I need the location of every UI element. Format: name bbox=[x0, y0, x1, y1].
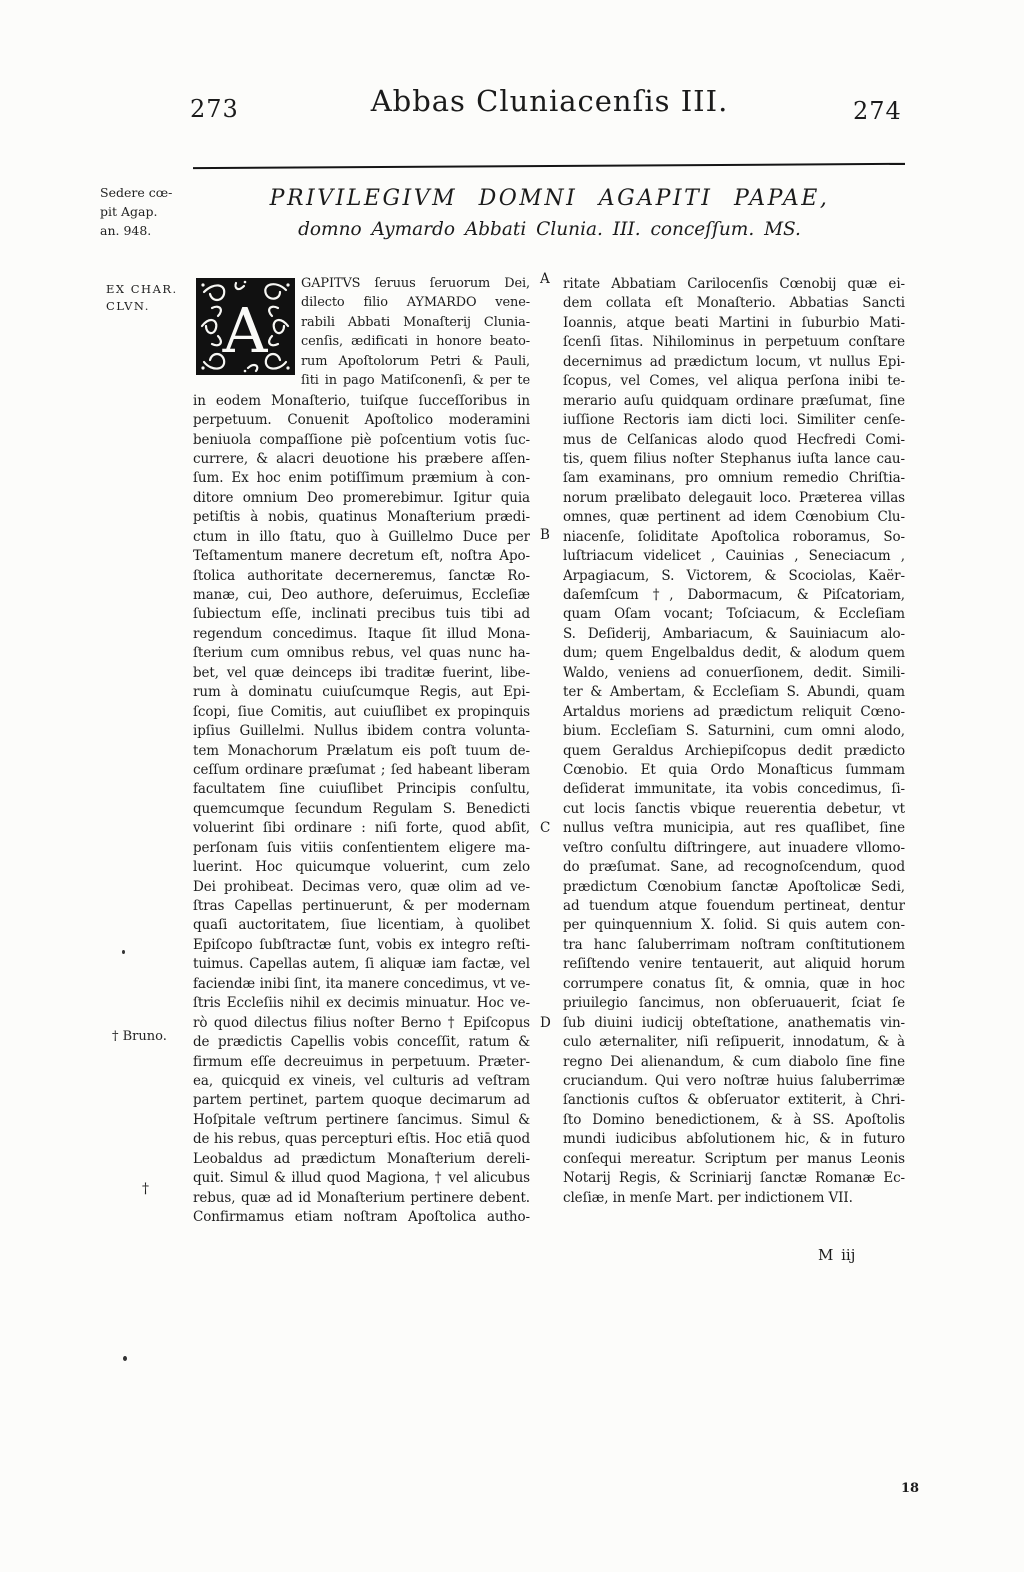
text-line: ipſius Guillelmi. Nullus ibidem contra volunta- bbox=[193, 723, 530, 740]
text-line: ctum in illo ſtatu, quo à Guillelmo Duce per bbox=[193, 528, 530, 545]
scan-speck bbox=[122, 950, 125, 954]
text-line: tis, quem filius noſter Stephanus iuſta lance cau- bbox=[563, 450, 905, 467]
text-line: dum; quem Engelbaldus dedit, & alodum quem bbox=[563, 645, 905, 662]
text-line: EX CHAR. bbox=[106, 282, 178, 296]
document-title: PRIVILEGIVM DOMNI AGAPITI PAPAE, bbox=[269, 186, 830, 211]
text-line: Waldo, veniens ad conuerſionem, dedit. Simili- bbox=[563, 664, 905, 681]
text-line: ſterium cum omnibus rebus, vel quas nunc ha- bbox=[193, 645, 530, 662]
margin-note-sedere bbox=[100, 183, 180, 240]
text-line: Epiſcopo ſubſtractæ ſunt, vobis ex integro reſti- bbox=[193, 936, 530, 953]
text-line: luerint. Hoc quicumque voluerint, cum zelo bbox=[193, 859, 530, 876]
text-line: culo æternaliter, niſi reſipuerit, innodatum, & à bbox=[563, 1034, 905, 1051]
text-line: voluerint ſibi ordinare : niſi forte, quod abſit, bbox=[193, 820, 530, 837]
text-line: Sedere cœ- bbox=[100, 185, 173, 200]
text-line: beniuola compaſſione piè poſcentium votis ſuc- bbox=[193, 431, 530, 448]
text-line: iuſſione Rectoris iam dicti loci. Similiter cenſe- bbox=[563, 412, 905, 429]
text-line: S. Deſiderij, Ambariacum, & Sauiniacum alo- bbox=[563, 625, 905, 642]
text-line: Artaldus moriens ad prædictum reliquit Cœno- bbox=[563, 703, 905, 720]
text-line: perſonam ſuis vitiis conſentientem eligere ma- bbox=[193, 839, 530, 856]
text-line: corrumpere conatus ſit, & omnia, quæ in hoc bbox=[563, 975, 905, 992]
text-line: cleſiæ, in menſe Mart. per indictionem VII. bbox=[563, 1189, 853, 1206]
text-line: quem Geraldus Archiepiſcopus dedit prædicto bbox=[563, 742, 905, 759]
section-marker-c: C bbox=[540, 820, 551, 836]
text-line: deſiderat immunitate, ita vobis concedimus, ſi- bbox=[563, 781, 905, 798]
text-line: cruciandum. Qui vero noſtræ huius ſaluberrimæ bbox=[563, 1072, 905, 1089]
scan-speck bbox=[123, 1356, 127, 1361]
text-line: Leobaldus ad prædictum Monaſterium dereli- bbox=[193, 1150, 530, 1167]
text-line: currere, & alacri deuotione his præbere aſſen- bbox=[193, 450, 530, 467]
text-line: tra hanc ſaluberrimam noſtram conſtitutionem bbox=[563, 936, 905, 953]
text-line: perpetuum. Conuenit Apoſtolico moderamini bbox=[193, 412, 530, 429]
text-line: regno Dei alienandum, & cum diabolo ſine fine bbox=[563, 1053, 905, 1070]
text-column-right bbox=[563, 276, 905, 1209]
text-line: ſcenſi ſitas. Nihilominus in perpetuum conſtare bbox=[563, 334, 905, 351]
text-line: ſtolica authoritate decerneremus, ſanctæ Ro- bbox=[193, 567, 530, 584]
text-line: reſiſtendo venire tentauerit, aut aliquid horum bbox=[563, 956, 905, 973]
opening-paragraph bbox=[193, 276, 530, 393]
text-line: an. 948. bbox=[100, 223, 152, 238]
text-line: prædictum Cœnobium ſanctæ Apoſtolicæ Sedi, bbox=[563, 878, 905, 895]
text-line: dem collata eſt Monaſterio. Abbatias Sancti bbox=[563, 295, 905, 312]
margin-note-source bbox=[106, 281, 186, 315]
margin-note-bruno: † Bruno. bbox=[112, 1029, 167, 1044]
text-line: partem pertinet, partem quoque decimarum ad bbox=[193, 1092, 530, 1109]
text-line: tem Monachorum Prælatum eis poſt tuum de- bbox=[193, 742, 530, 759]
text-line: ſcopus, vel Comes, vel aliqua perſona inibi te- bbox=[563, 373, 905, 390]
text-line: de prædictis Capellis vobis conceſſit, ratum & bbox=[193, 1034, 530, 1051]
text-line: ceſſum ordinare præſumat ; ſed habeant liberam bbox=[193, 761, 530, 778]
text-line: ritate Abbatiam Carilocenſis Cœnobij quæ ei- bbox=[563, 276, 905, 292]
text-line: quit. Simul & illud quod Magiona, † vel alicubus bbox=[193, 1170, 530, 1187]
margin-note-dagger: † bbox=[142, 1181, 149, 1197]
text-line: merario auſu quidquam ordinare præſumat, ſine bbox=[563, 392, 905, 409]
text-line: ſam examinans, pro omnium remedio Chriſtia- bbox=[563, 470, 905, 487]
text-line: luſtriacum videlicet , Cauinias , Seneciacum , bbox=[563, 548, 905, 565]
text-line: Arpagiacum, S. Victorem, & Scociolas, Kaër- bbox=[563, 567, 905, 584]
text-line: firmum eſſe decreuimus in perpetuum. Præter- bbox=[193, 1053, 530, 1070]
document-subtitle: domno Aymardo Abbati Clunia. III. conceſſum. MS. bbox=[298, 219, 801, 240]
text-line: ſum. Ex hoc enim potiſſimum præmium à con- bbox=[193, 470, 530, 487]
text-line: ſub diuini iudicij obteſtatione, anathematis vin- bbox=[563, 1014, 905, 1031]
text-line: Hoſpitale veſtrum pertinere ſancimus. Simul & bbox=[193, 1111, 530, 1128]
text-line: Cœnobio. Et quia Ordo Monaſticus ſummam bbox=[563, 761, 905, 778]
text-line: quam Oſam vocant; Toſciacum, & Eccleſiam bbox=[563, 606, 905, 623]
text-line: niacenſe, ſoliditate Apoſtolica roboramus, So- bbox=[563, 528, 905, 545]
text-line: ſiti in pago Matiſconenſi, & per te bbox=[301, 373, 530, 389]
page-number-left: 273 bbox=[190, 95, 239, 123]
text-line: CLVN. bbox=[106, 299, 150, 313]
text-line: ſanctionis cuſtos & obſeruator extiterit, à Chri- bbox=[563, 1092, 905, 1109]
quire-signature: M iij bbox=[818, 1246, 856, 1264]
text-line: Notarij Regis, & Scriniarij ſanctæ Romanæ Ec- bbox=[563, 1170, 905, 1187]
text-line: manæ, cui, Deo authore, deſeruimus, Eccleſiæ bbox=[193, 587, 530, 603]
text-line: bium. Eccleſiam S. Saturnini, cum omni alodo, bbox=[563, 723, 905, 740]
text-line: priuilegio ſancimus, non obſeruauerit, ſciat ſe bbox=[563, 995, 905, 1012]
text-line: petiſtis à nobis, quatinus Monaſterium prædi- bbox=[193, 509, 530, 526]
text-line: rabili Abbati Monaſterij Clunia- bbox=[301, 314, 530, 330]
decorated-initial bbox=[196, 278, 295, 375]
text-line: mundi iudicibus abſolutionem hic, & in futuro bbox=[563, 1131, 905, 1148]
text-line: pit Agap. bbox=[100, 204, 158, 219]
text-line: rum Apoſtolorum Petri & Pauli, bbox=[301, 353, 530, 369]
sheet-number: 18 bbox=[901, 1481, 920, 1496]
text-line: mus de Celſanicas alodo quod Hecfredi Comi- bbox=[563, 431, 905, 448]
text-line: facultatem ſine cuiuſlibet Principis conſultu, bbox=[193, 781, 530, 798]
ornamental-initial-icon bbox=[196, 278, 295, 375]
text-line: dilecto filio AYMARDO vene- bbox=[301, 295, 530, 311]
text-line: in eodem Monaſterio, tuiſque ſucceſſoribus in bbox=[193, 392, 530, 409]
left-column-body bbox=[193, 393, 530, 1229]
text-line: cenſis, ædificati in honore beato- bbox=[301, 334, 530, 350]
page-number-right: 274 bbox=[853, 97, 902, 125]
text-line: Dei prohibeat. Decimas vero, quæ olim ad ve- bbox=[193, 878, 530, 895]
text-line: ea, quicquid ex vineis, vel culturis ad veſtram bbox=[193, 1072, 530, 1089]
text-line: quemcumque ſecundum Regulam S. Benedicti bbox=[193, 800, 530, 817]
section-marker-b: B bbox=[540, 527, 550, 543]
text-line: ter & Ambertam, & Eccleſiam S. Abundi, quam bbox=[563, 684, 905, 701]
text-line: regendum concedimus. Itaque ſit illud Mona- bbox=[193, 625, 530, 642]
initial-letter: A bbox=[222, 294, 268, 367]
text-line: daſemſcum †, Dabormacum, & Piſcatoriam, bbox=[563, 587, 905, 603]
text-line: Ioannis, atque beati Martini in ſuburbio Mati- bbox=[563, 314, 905, 331]
text-line: ditore omnium Deo promerebimur. Igitur quia bbox=[193, 489, 530, 506]
text-line: ſtras Capellas pertinuerunt, & per modernam bbox=[193, 898, 530, 914]
text-line: faciendæ inibi ſint, ita manere concedimus, vt ve- bbox=[193, 975, 530, 992]
text-line: conſequi mereatur. Scriptum per manus Leonis bbox=[563, 1150, 905, 1167]
text-line: bet, vel quæ deinceps ibi traditæ fuerint, libe- bbox=[193, 664, 530, 681]
running-title: Abbas Cluniacenſis III. bbox=[370, 84, 729, 118]
text-line: do præſumat. Sane, ad recognoſcendum, quod bbox=[563, 859, 905, 876]
text-line: omnes, quæ pertinent ad idem Cœnobium Clu- bbox=[563, 509, 905, 526]
text-line: veſtro conſultu diſtringere, aut inuadere vllomo- bbox=[563, 839, 905, 856]
section-marker-a: A bbox=[540, 271, 550, 287]
section-marker-d: D bbox=[540, 1015, 551, 1031]
text-line: ſtris Eccleſiis nihil ex decimis minuatur. Hoc ve- bbox=[193, 995, 530, 1012]
text-line: ſcopi, ſiue Comitis, aut cuiuſlibet ex propinquis bbox=[193, 703, 530, 720]
text-line: de his rebus, quas percepturi eſtis. Hoc etiā quod bbox=[193, 1131, 530, 1148]
text-line: Teſtamentum manere decretum eſt, noſtra Apo- bbox=[193, 548, 530, 565]
text-line: rebus, quæ ad id Monaſterium pertinere debent. bbox=[193, 1189, 530, 1206]
text-line: tuimus. Capellas autem, ſi aliquæ iam factæ, vel bbox=[193, 956, 530, 973]
header-rule bbox=[193, 163, 905, 169]
text-line: norum prælibato delegauit loco. Præterea villas bbox=[563, 489, 905, 506]
text-line: rò quod dilectus filius noſter Berno † Epiſcopus bbox=[193, 1014, 530, 1031]
text-line: ad tuendum atque fouendum pertineat, dentur bbox=[563, 898, 905, 914]
text-line: per quinquennium X. ſolid. Si quis autem con- bbox=[563, 917, 905, 934]
text-line: rum à dominatu cuiuſcumque Regis, aut Epi- bbox=[193, 684, 530, 701]
text-line: Confirmamus etiam noſtram Apoſtolica autho- bbox=[193, 1209, 530, 1225]
text-line: ſubiectum eſſe, inclinati precibus tuis tibi ad bbox=[193, 606, 530, 623]
text-line: ſto Domino benedictionem, & à SS. Apoſtolis bbox=[563, 1111, 905, 1128]
text-line: GAPITVS ſeruus ſeruorum Dei, bbox=[301, 276, 530, 291]
indented-lines bbox=[301, 276, 530, 393]
text-line: decernimus ad prædictum locum, vt nullus Epi- bbox=[563, 353, 905, 370]
text-line: quaſi auctoritatem, ſiue licentiam, à quolibet bbox=[193, 917, 530, 934]
text-column-left bbox=[193, 276, 530, 1228]
text-line: cut locis ſanctis vbique reuerentia debetur, vt bbox=[563, 800, 905, 817]
text-line: nullus veſtra municipia, aut res quaſlibet, ſine bbox=[563, 820, 905, 837]
